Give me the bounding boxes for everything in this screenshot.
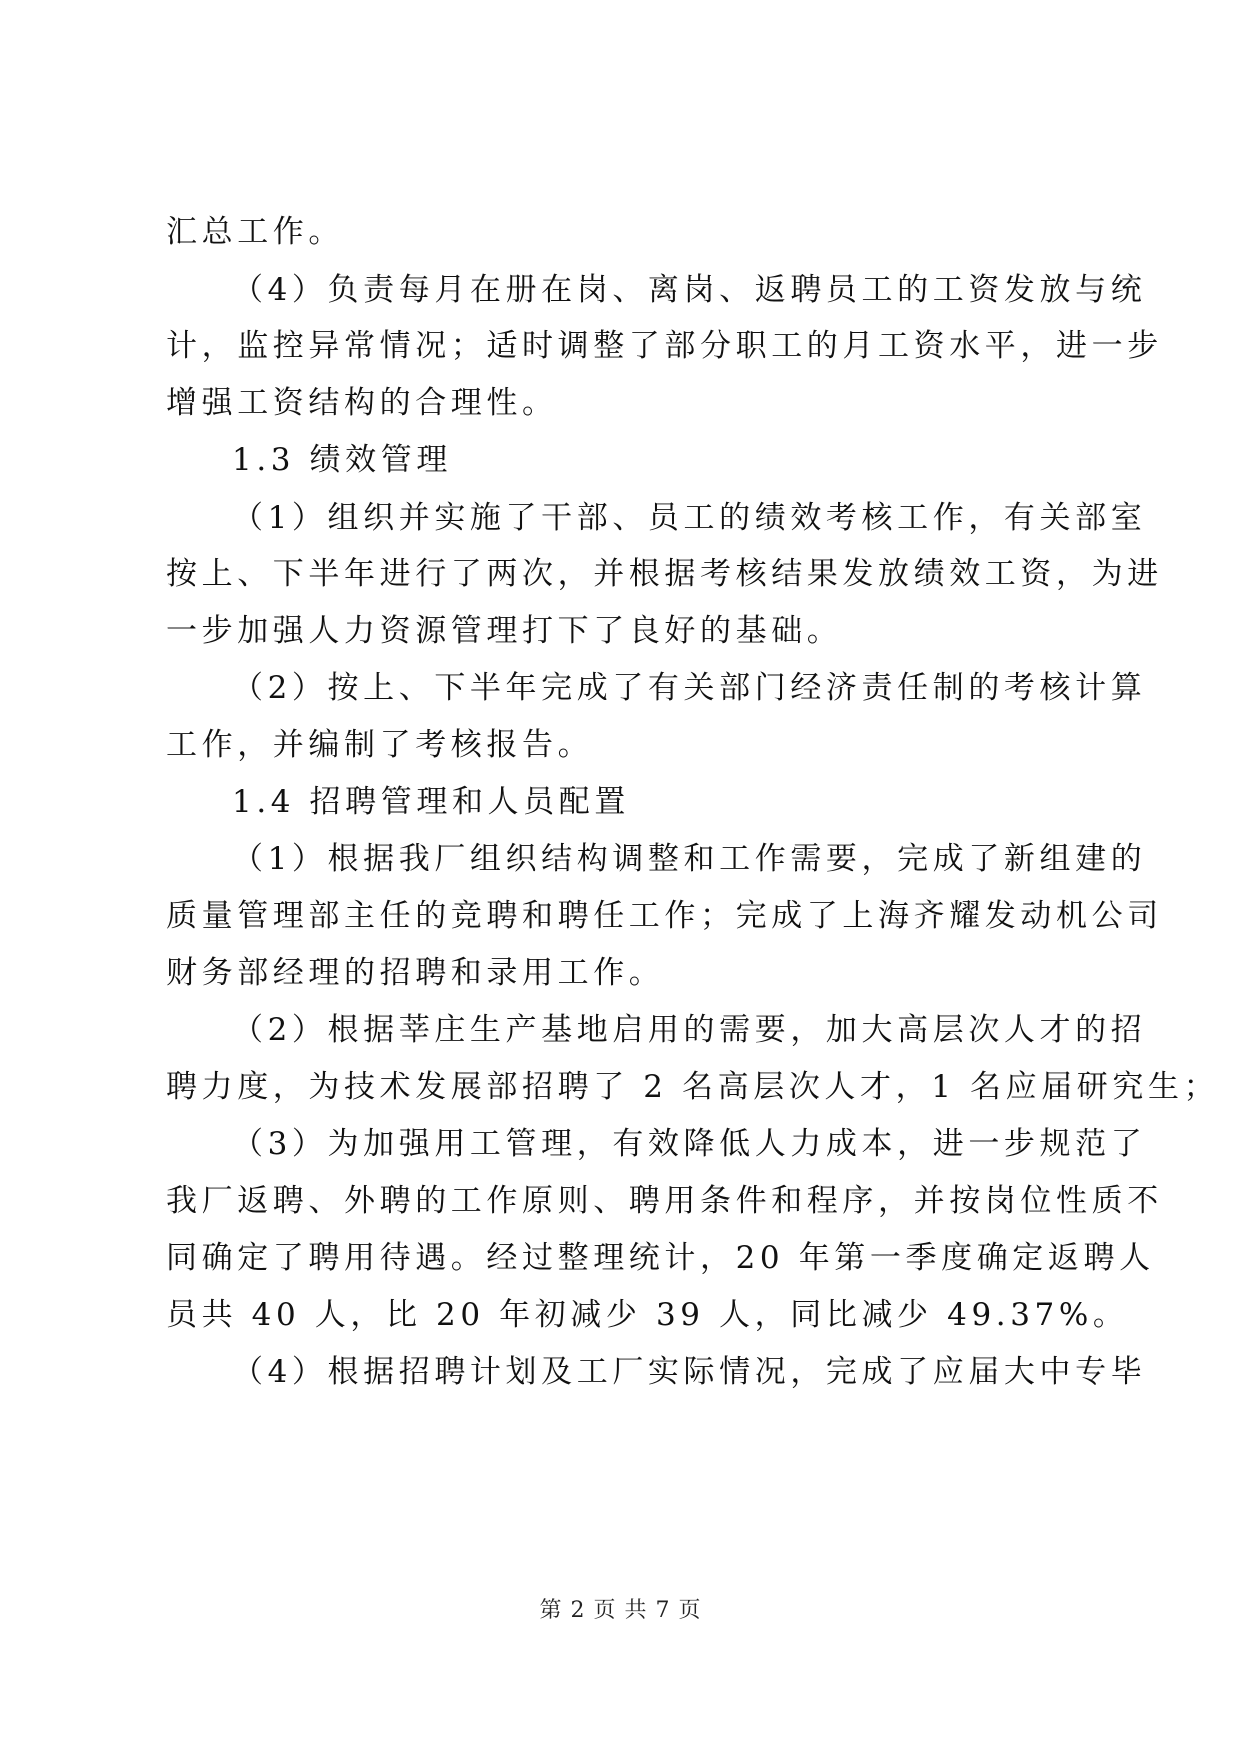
text-line: 同确定了聘用待遇。经过整理统计，20 年第一季度确定返聘人 — [166, 1240, 1155, 1276]
text-line: 聘力度，为技术发展部招聘了 2 名高层次人才，1 名应届研究生； — [166, 1069, 1220, 1105]
text-line: 员共 40 人，比 20 年初减少 39 人，同比减少 49.37%。 — [166, 1297, 1129, 1333]
text-line: （2）按上、下半年完成了有关部门经济责任制的考核计算 — [232, 670, 1147, 706]
section-heading: 1.4 招聘管理和人员配置 — [232, 784, 630, 820]
text-line: 一步加强人力资源管理打下了良好的基础。 — [166, 613, 843, 649]
text-line: 财务部经理的招聘和录用工作。 — [166, 955, 665, 991]
text-line: （3）为加强用工管理，有效降低人力成本，进一步规范了 — [232, 1126, 1147, 1162]
page-number-footer: 第 2 页 共 7 页 — [539, 1598, 702, 1623]
text-line: （4）根据招聘计划及工厂实际情况，完成了应届大中专毕 — [232, 1354, 1147, 1390]
text-line: （4）负责每月在册在岗、离岗、返聘员工的工资发放与统 — [232, 272, 1147, 308]
text-line: 增强工资结构的合理性。 — [166, 385, 558, 421]
section-heading: 1.3 绩效管理 — [232, 442, 452, 478]
text-line: 质量管理部主任的竞聘和聘任工作；完成了上海齐耀发动机公司 — [166, 898, 1163, 934]
text-line: 按上、下半年进行了两次，并根据考核结果发放绩效工资，为进 — [166, 556, 1163, 592]
text-line: （2）根据莘庄生产基地启用的需要，加大高层次人才的招 — [232, 1012, 1147, 1048]
text-line: （1）根据我厂组织结构调整和工作需要，完成了新组建的 — [232, 841, 1147, 877]
text-line: 计，监控异常情况；适时调整了部分职工的月工资水平，进一步 — [166, 328, 1163, 364]
text-line: 汇总工作。 — [166, 214, 344, 250]
text-line: 工作，并编制了考核报告。 — [166, 727, 594, 763]
text-line: （1）组织并实施了干部、员工的绩效考核工作，有关部室 — [232, 500, 1147, 536]
text-line: 我厂返聘、外聘的工作原则、聘用条件和程序，并按岗位性质不 — [166, 1183, 1163, 1219]
